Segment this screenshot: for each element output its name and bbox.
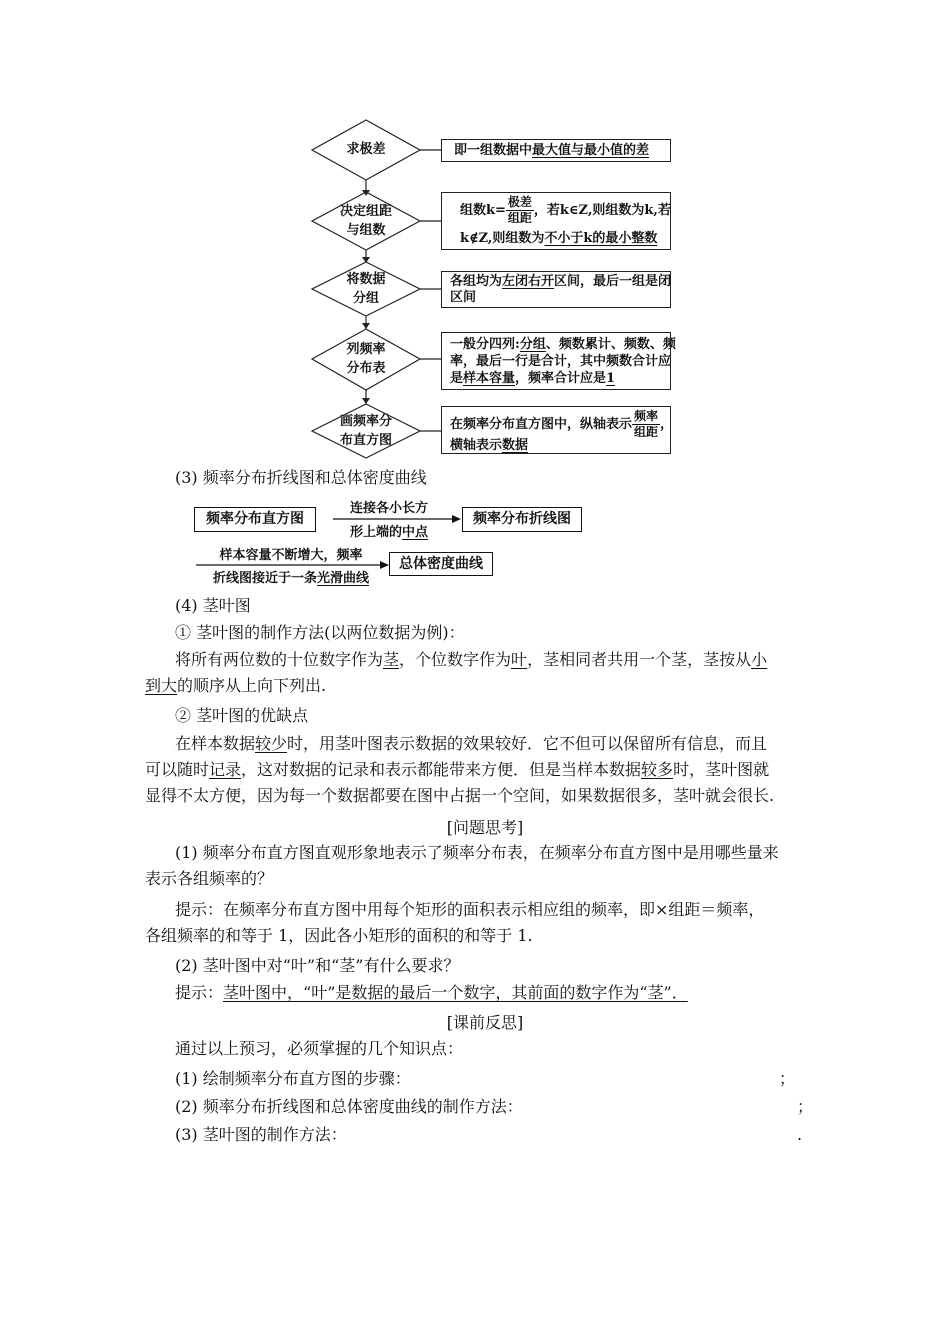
p1-d: 的顺序从上向下列出. <box>177 676 327 695</box>
step-3-label-line1: 将数据 <box>346 272 386 287</box>
step-5-desc-a-end: ， <box>660 417 674 432</box>
step-4-desc-underlined-3: 1 <box>606 371 616 386</box>
step-2-label-line1: 决定组距 <box>339 204 392 219</box>
p2-underlined-few: 较少 <box>255 734 288 753</box>
step-4-desc-a2: 、频数累计、频数、频 <box>545 337 676 352</box>
section-4-paragraph-2 <box>145 731 825 809</box>
answer-2-prefix: 提示： <box>175 983 224 1002</box>
section-4-sub1: ① 茎叶图的制作方法(以两位数据为例)： <box>175 623 465 642</box>
answer-1-line1: 提示：在频率分布直方图中用每个矩形的面积表示相应组的频率，即×组距＝频率， <box>175 900 765 919</box>
p2-a: 在样本数据 <box>175 734 256 753</box>
answer-1-line2: 各组频率的和等于 1，因此各小矩形的面积的和等于 1. <box>145 926 533 945</box>
questions-header: [问题思考] <box>446 818 524 837</box>
step-5-frac-den: 组距 <box>634 425 659 439</box>
p1-b: ，个位数字作为 <box>399 650 512 669</box>
step-4-label-line2: 分布表 <box>346 361 386 376</box>
reflection-header: [课前反思] <box>446 1013 524 1032</box>
section-4-p1-line2 <box>145 673 815 699</box>
p1-underlined-stem: 茎 <box>383 650 400 669</box>
question-1-line1: (1) 频率分布直方图直观形象地表示了频率分布表，在频率分布直方图中是用哪些量来 <box>175 843 779 862</box>
step-2-desc-underlined: 不小于k的最小整数 <box>544 231 658 246</box>
step-2-frac-num: 极差 <box>507 195 532 209</box>
step-4-desc-underlined-2: 样本容量 <box>463 371 516 386</box>
question-2: (2) 茎叶图中对“叶”和“茎”有什么要求？ <box>175 956 460 975</box>
p2-e: 时，茎叶图就 <box>673 760 770 779</box>
step-3-desc-underlined: 左闭右开 <box>502 274 555 289</box>
step-3-desc-line2: 区间 <box>450 290 477 305</box>
step-2-label-line2: 与组数 <box>346 223 386 238</box>
step-1-label-line1: 求极差 <box>346 142 386 157</box>
section-3-heading: (3) 频率分布折线图和总体密度曲线 <box>175 468 427 487</box>
section-4-sub2: ② 茎叶图的优缺点 <box>175 706 309 725</box>
arrow-1-bottom-text: 形上端的 <box>349 525 402 540</box>
reflection-item-3-end: . <box>797 1125 803 1144</box>
step-5-label-line2: 布直方图 <box>339 433 392 448</box>
density-curve-box: 总体密度曲线 <box>389 552 493 576</box>
reflection-item-3 <box>175 1122 815 1148</box>
step-4-label-line1: 列频率 <box>346 342 386 357</box>
step-1-desc-text: 即一组数据中 <box>454 143 533 158</box>
section-4-p2-line3: 显得不太方便，因为每一个数据都要在图中占据一个空间，如果数据很多，茎叶就会很长. <box>145 786 775 805</box>
step-4-desc-c: 是 <box>450 371 464 386</box>
answer-2 <box>175 980 688 1006</box>
section-3-arrows <box>0 0 950 600</box>
reflection-item-1 <box>175 1066 795 1092</box>
step-3-label-line2: 分组 <box>352 291 379 306</box>
step-5-desc-underlined: 数据 <box>502 438 529 453</box>
step-5-label-line1: 画频率分 <box>339 414 392 429</box>
arrow-1-bottom-underlined: 中点 <box>402 525 429 540</box>
p1-underlined-small: 小 <box>751 650 768 669</box>
step-2-desc-c: k∉Z,则组数为 <box>460 231 545 246</box>
reflection-item-2-text: (2) 频率分布折线图和总体密度曲线的制作方法： <box>175 1097 523 1116</box>
section-4-paragraph-1 <box>145 647 815 699</box>
section-4-p2-line2 <box>145 757 825 783</box>
polyline-box: 频率分布折线图 <box>462 507 582 532</box>
reflection-item-2-end: ； <box>797 1097 814 1116</box>
question-1-line2: 表示各组频率的？ <box>145 869 274 888</box>
step-2-desc-a: 组数k= <box>460 203 506 218</box>
section-4-heading: (4) 茎叶图 <box>175 596 251 615</box>
step-5-desc-b: 横轴表示 <box>450 438 503 453</box>
section-4-p2-line1 <box>145 731 825 757</box>
arrow-2-bottom-text: 折线图接近于一条 <box>212 571 317 586</box>
step-3-desc-a: 各组均为 <box>450 274 503 289</box>
step-1-desc-underlined: 最大值与最小值的差 <box>532 143 650 158</box>
reflection-intro: 通过以上预习，必须掌握的几个知识点： <box>175 1039 464 1058</box>
question-1 <box>145 840 825 892</box>
p2-underlined-many: 较多 <box>641 760 674 779</box>
reflection-item-1-text: (1) 绘制频率分布直方图的步骤： <box>175 1069 411 1088</box>
p1-underlined-large: 到大 <box>145 676 178 695</box>
step-4-desc-a: 一般分四列: <box>450 337 520 352</box>
p1-a: 将所有两位数的十位数字作为 <box>175 650 384 669</box>
arrow-2-bottom-underlined: 光滑曲线 <box>317 571 370 586</box>
answer-1 <box>145 897 825 949</box>
step-3-desc-b: 区间，最后一组是闭 <box>554 274 672 289</box>
p2-c: 可以随时 <box>145 760 210 779</box>
answer-2-underlined: 茎叶图中，“叶”是数据的最后一个数字，其前面的数字作为“茎”． <box>223 983 688 1002</box>
reflection-item-3-text: (3) 茎叶图的制作方法： <box>175 1125 347 1144</box>
arrow-1-top-label: 连接各小长方 <box>349 501 428 516</box>
reflection-item-2 <box>175 1094 815 1120</box>
step-5-desc-a: 在频率分布直方图中，纵轴表示 <box>450 417 633 432</box>
step-2-desc-b: ，若k∈Z,则组数为k,若 <box>533 203 671 218</box>
step-4-desc-c2: ，频率合计应是 <box>515 371 607 386</box>
step-4-desc-underlined-1: 分组 <box>519 337 546 352</box>
section-4-p1-line1 <box>145 647 815 673</box>
step-4-desc-line2: 率，最后一行是合计，其中频数合计应 <box>450 354 672 369</box>
p1-c: ，茎相同者共用一个茎，茎按从 <box>527 650 752 669</box>
arrow-2-top-label: 样本容量不断增大，频率 <box>219 548 363 563</box>
histogram-box: 频率分布直方图 <box>194 507 316 532</box>
p2-d: ，这对数据的记录和表示都能带来方便．但是当样本数据 <box>241 760 642 779</box>
p2-underlined-record: 记录 <box>209 760 242 779</box>
p2-b: 时，用茎叶图表示数据的效果较好．它不但可以保留所有信息，而且 <box>287 734 768 753</box>
reflection-item-1-end: ； <box>779 1069 796 1088</box>
step-5-frac-num: 频率 <box>634 409 659 423</box>
p1-underlined-leaf: 叶 <box>511 650 528 669</box>
step-2-frac-den: 组距 <box>507 211 532 225</box>
